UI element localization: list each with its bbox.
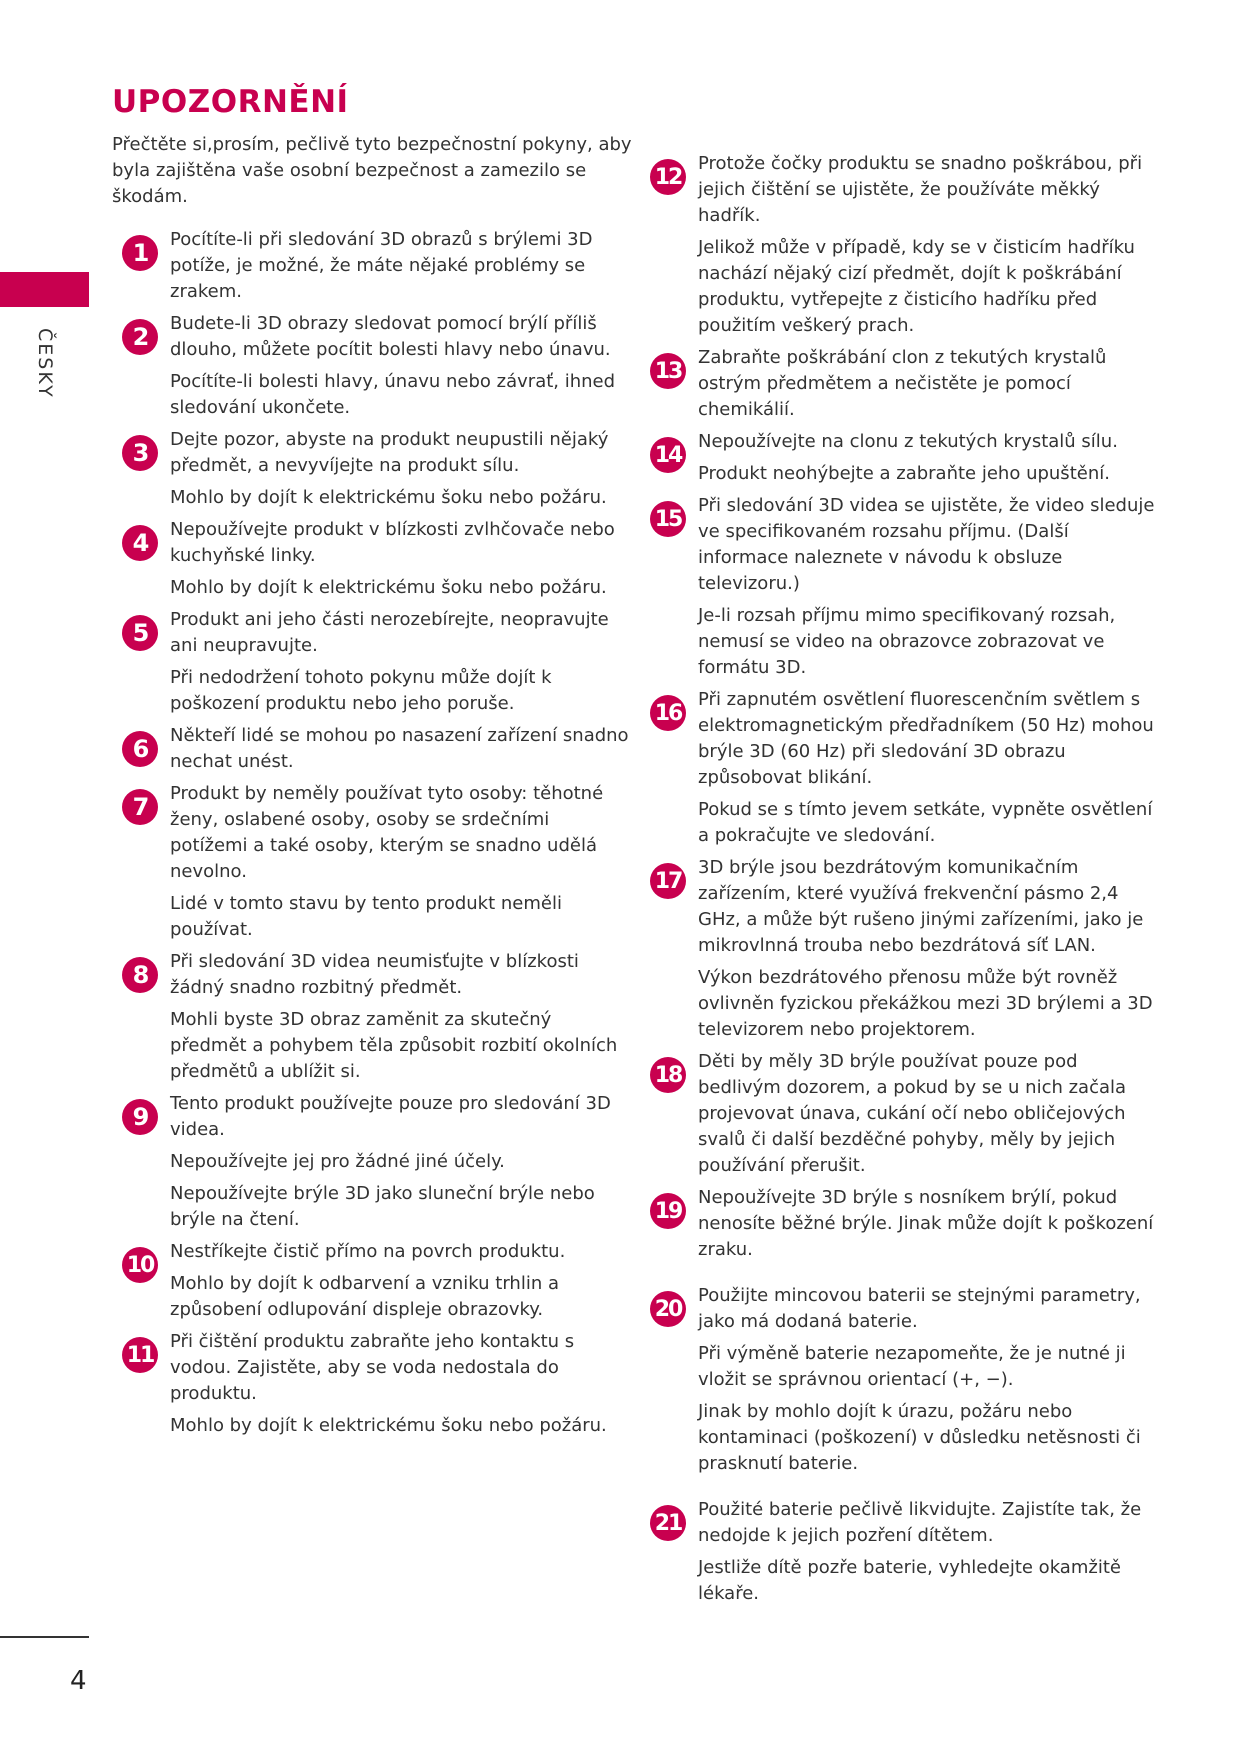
- item-number-badge: 20: [650, 1291, 686, 1327]
- item-number-badge: 7: [122, 789, 158, 825]
- item-paragraph: Mohlo by dojít k elektrickému šoku nebo požáru.: [170, 1415, 607, 1436]
- item-paragraph: Při zapnutém osvětlení fluorescenčním světlem s elektromagnetickým předřadníkem (50 Hz) mohou brýle 3D (60 Hz) při sledování 3D obrazu způsobovat blikání.: [698, 689, 1154, 788]
- language-label: ČESKY: [34, 328, 56, 399]
- item-paragraph: Při výměně baterie nezapomeňte, že je nutné ji vložit se správnou orientací (+, −).: [698, 1343, 1126, 1390]
- item-paragraph: Dejte pozor, abyste na produkt neupustili nějaký předmět, a nevyvíjejte na produkt sílu.: [170, 429, 609, 476]
- item-paragraph: Pokud se s tímto jevem setkáte, vypněte osvětlení a pokračujte ve sledování.: [698, 799, 1153, 846]
- item-paragraph: Nepoužívejte produkt v blízkosti zvlhčovače nebo kuchyňské linky.: [170, 519, 615, 566]
- item-paragraph: Mohlo by dojít k elektrickému šoku nebo požáru.: [170, 487, 607, 508]
- item-paragraph: Nepoužívejte brýle 3D jako sluneční brýle nebo brýle na čtení.: [170, 1183, 595, 1230]
- right-column: [640, 151, 1160, 1613]
- left-column: [112, 227, 632, 1445]
- item-number-badge: 11: [122, 1337, 158, 1373]
- item-number-badge: 13: [650, 353, 686, 389]
- warning-item: [640, 855, 1160, 1043]
- item-number-badge: 9: [122, 1099, 158, 1135]
- item-number-badge: 8: [122, 957, 158, 993]
- item-paragraph: Při sledování 3D videa se ujistěte, že video sleduje ve specifikovaném rozsahu příjmu. (Další informace naleznete v návodu k obsluze televizoru.): [698, 495, 1155, 594]
- item-number-badge: 21: [650, 1505, 686, 1541]
- item-number-badge: 2: [122, 319, 158, 355]
- warning-item: [112, 427, 632, 511]
- warning-item: [640, 345, 1160, 423]
- item-paragraph: Mohlo by dojít k odbarvení a vzniku trhlin a způsobení odlupování displeje obrazovky.: [170, 1273, 559, 1320]
- item-number-badge: 19: [650, 1193, 686, 1229]
- item-paragraph: Protože čočky produktu se snadno poškrábou, při jejich čištění se ujistěte, že používáte měkký hadřík.: [698, 153, 1143, 226]
- item-number-badge: 6: [122, 731, 158, 767]
- item-number-badge: 10: [122, 1247, 158, 1283]
- item-number-badge: 12: [650, 159, 686, 195]
- side-tab-marker: [0, 272, 89, 307]
- warning-item: [112, 227, 632, 305]
- warning-item: [640, 687, 1160, 849]
- item-paragraph: Pocítíte-li při sledování 3D obrazů s brýlemi 3D potíže, je možné, že máte nějaké problémy se zrakem.: [170, 229, 593, 302]
- page-title: UPOZORNĚNÍ: [112, 84, 349, 120]
- item-paragraph: Produkt by neměly používat tyto osoby: těhotné ženy, oslabené osoby, osoby se srdečními potížemi a také osoby, kterým se snadno udělá nevolno.: [170, 783, 604, 882]
- item-paragraph: Lidé v tomto stavu by tento produkt neměli používat.: [170, 893, 562, 940]
- warning-item: [112, 1239, 632, 1323]
- item-paragraph: Použijte mincovou baterii se stejnými parametry, jako má dodaná baterie.: [698, 1285, 1141, 1332]
- item-paragraph: Mohlo by dojít k elektrickému šoku nebo požáru.: [170, 577, 607, 598]
- item-paragraph: Použité baterie pečlivě likvidujte. Zajistíte tak, že nedojde k jejich pozření dítětem.: [698, 1499, 1142, 1546]
- warning-item: [640, 1283, 1160, 1477]
- warning-item: [640, 493, 1160, 681]
- warning-item: [112, 607, 632, 717]
- item-paragraph: 3D brýle jsou bezdrátovým komunikačním zařízením, které využívá frekvenční pásmo 2,4 GHz, a může být rušeno jinými zařízeními, jako je mikrovlnná trouba nebo bezdrátová síť LAN.: [698, 857, 1144, 956]
- warning-item: [112, 311, 632, 421]
- intro-paragraph: Přečtěte si,prosím, pečlivě tyto bezpečnostní pokyny, aby byla zajištěna vaše osobní bezpečnost a zamezilo se škodám.: [112, 134, 632, 207]
- bottom-rule: [0, 1636, 89, 1638]
- warning-item: [112, 1091, 632, 1233]
- item-number-badge: 3: [122, 435, 158, 471]
- item-paragraph: Při nedodržení tohoto pokynu může dojít k poškození produktu nebo jeho poruše.: [170, 667, 552, 714]
- warning-item: [640, 151, 1160, 339]
- item-paragraph: Nepoužívejte na clonu z tekutých krystalů sílu.: [698, 431, 1118, 452]
- warning-item: [640, 1049, 1160, 1179]
- warning-item: [112, 949, 632, 1085]
- item-paragraph: Při čištění produktu zabraňte jeho kontaktu s vodou. Zajistěte, aby se voda nedostala do produktu.: [170, 1331, 575, 1404]
- item-number-badge: 5: [122, 615, 158, 651]
- item-number-badge: 1: [122, 235, 158, 271]
- item-number-badge: 15: [650, 501, 686, 537]
- item-number-badge: 16: [650, 695, 686, 731]
- warning-item: [640, 429, 1160, 487]
- item-paragraph: Jelikož může v případě, kdy se v čisticím hadříku nachází nějaký cizí předmět, dojít k poškrábání produktu, vytřepejte z čisticího hadříku před použitím veškerý prach.: [698, 237, 1135, 336]
- item-paragraph: Nepoužívejte jej pro žádné jiné účely.: [170, 1151, 505, 1172]
- warning-item: [112, 781, 632, 943]
- item-paragraph: Produkt ani jeho části nerozebírejte, neopravujte ani neupravujte.: [170, 609, 609, 656]
- item-number-badge: 18: [650, 1057, 686, 1093]
- warning-item: [112, 517, 632, 601]
- warning-item: [112, 723, 632, 775]
- item-paragraph: Nestříkejte čistič přímo na povrch produktu.: [170, 1241, 566, 1262]
- warning-item: [640, 1185, 1160, 1263]
- item-paragraph: Pocítíte-li bolesti hlavy, únavu nebo závrať, ihned sledování ukončete.: [170, 371, 616, 418]
- item-paragraph: Někteří lidé se mohou po nasazení zařízení snadno nechat unést.: [170, 725, 629, 772]
- item-paragraph: Tento produkt používejte pouze pro sledování 3D videa.: [170, 1093, 611, 1140]
- item-number-badge: 4: [122, 525, 158, 561]
- item-paragraph: Výkon bezdrátového přenosu může být rovněž ovlivněn fyzickou překážkou mezi 3D brýlemi a 3D televizorem nebo projektorem.: [698, 967, 1153, 1040]
- item-paragraph: Mohli byste 3D obraz zaměnit za skutečný předmět a pohybem těla způsobit rozbití okolních předmětů a ublížit si.: [170, 1009, 618, 1082]
- item-paragraph: Zabraňte poškrábání clon z tekutých krystalů ostrým předmětem a nečistěte je pomocí chemikálií.: [698, 347, 1107, 420]
- item-number-badge: 14: [650, 437, 686, 473]
- item-paragraph: Děti by měly 3D brýle používat pouze pod bedlivým dozorem, a pokud by se u nich začala projevovat únava, cukání očí nebo obličejových svalů či další bezděčné pohyby, měly by jejich používání přerušit.: [698, 1051, 1127, 1176]
- item-paragraph: Je-li rozsah příjmu mimo specifikovaný rozsah, nemusí se video na obrazovce zobrazovat ve formátu 3D.: [698, 605, 1116, 678]
- page-number: 4: [70, 1666, 87, 1696]
- item-paragraph: Při sledování 3D videa neumisťujte v blízkosti žádný snadno rozbitný předmět.: [170, 951, 579, 998]
- item-paragraph: Budete-li 3D obrazy sledovat pomocí brýlí příliš dlouho, můžete pocítit bolesti hlavy nebo únavu.: [170, 313, 611, 360]
- item-paragraph: Jinak by mohlo dojít k úrazu, požáru nebo kontaminaci (poškození) v důsledku netěsnosti či prasknutí baterie.: [698, 1401, 1141, 1474]
- item-paragraph: Produkt neohýbejte a zabraňte jeho upuštění.: [698, 463, 1110, 484]
- warning-item: [640, 1497, 1160, 1607]
- item-number-badge: 17: [650, 863, 686, 899]
- warning-item: [112, 1329, 632, 1439]
- item-paragraph: Jestliže dítě pozře baterie, vyhledejte okamžitě lékaře.: [698, 1557, 1121, 1604]
- item-paragraph: Nepoužívejte 3D brýle s nosníkem brýlí, pokud nenosíte běžné brýle. Jinak může dojít k poškození zraku.: [698, 1187, 1154, 1260]
